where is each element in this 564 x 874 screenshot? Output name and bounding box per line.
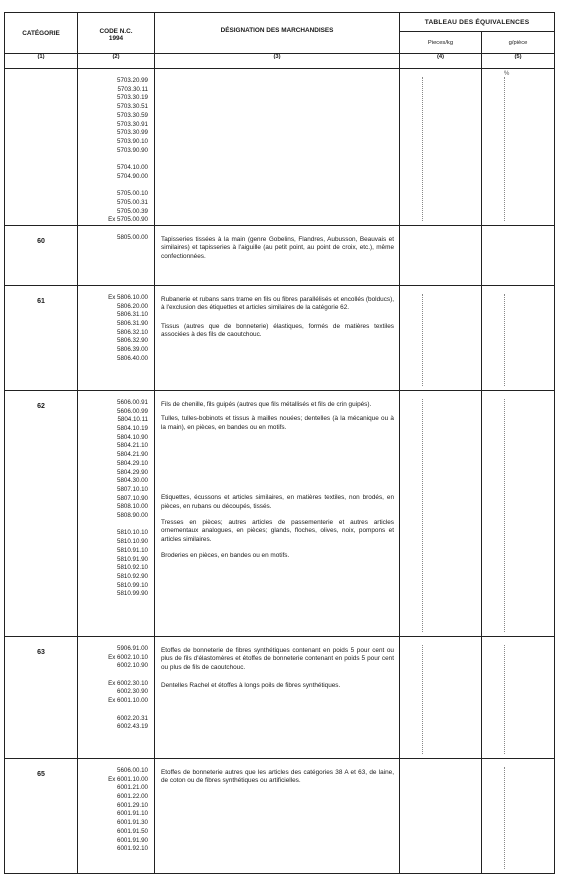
nc-code: 5806.20.00 [117, 302, 148, 310]
designation-paragraph: Etoffes de bonneterie de fibres synthétiques contenant en poids 5 pour cent ou plus de fils d'élastomères et étoffes de bonneterie contenant en poids 5 pour cent ou plus de fils de caoutchouc. [161, 646, 394, 671]
nc-code: 5806.40.00 [117, 354, 148, 362]
nc-code: 6001.91.50 [117, 827, 148, 835]
nc-code: 5804.29.10 [117, 459, 148, 467]
nc-code: 5606.00.99 [117, 407, 148, 415]
nc-code: 6001.91.30 [117, 819, 148, 827]
dotted-rule [504, 77, 505, 221]
nc-code: 5807.10.90 [117, 494, 148, 502]
dotted-rule [504, 645, 505, 754]
dotted-rule [504, 399, 505, 632]
nc-code: Ex 6001.10.00 [108, 697, 148, 705]
row-pieces-kg [400, 285, 482, 390]
header-code-nc-year: 1994 [108, 35, 124, 42]
dotted-rule [504, 294, 505, 386]
nc-code: 5806.32.10 [117, 328, 148, 336]
row-codes [78, 390, 155, 636]
dotted-rule [422, 645, 423, 754]
nc-code: 5806.32.90 [117, 337, 148, 345]
row-g-piece [482, 758, 555, 873]
nc-code: 5810.91.90 [117, 555, 148, 563]
nc-code: 6002.10.90 [117, 662, 148, 670]
row-g-piece [482, 285, 555, 390]
dotted-rule [422, 294, 423, 386]
row-pieces-kg [400, 636, 482, 758]
header-pieces-kg: Pieces/kg [400, 32, 482, 54]
nc-code: 6001.21.00 [117, 784, 148, 792]
designation-paragraph: Tissus (autres que de bonneterie) élastiques, formés de matières textiles associées à des fils de caoutchouc. [161, 322, 394, 339]
nc-code: 5804.21.90 [117, 451, 148, 459]
nc-code: Ex 6002.30.10 [108, 679, 148, 687]
row-categorie: 63 [5, 636, 78, 758]
designation-paragraph: Tresses en pièces; autres articles de passementerie et autres articles ornementaux analogues, en pièces; glands, floches, olives, noix, pompons et articles similaires. [161, 518, 394, 543]
nc-code: 5804.21.10 [117, 442, 148, 450]
header-code-nc-label: CODE N.C. [99, 28, 133, 35]
designation-paragraph: Broderies en pièces, en bandes ou en motifs. [161, 552, 290, 560]
nc-code: Ex 6001.10.00 [108, 775, 148, 783]
row-description [155, 636, 400, 758]
nc-code: 5804.29.90 [117, 468, 148, 476]
nc-code: 5705.00.31 [117, 198, 148, 206]
designation-paragraph: Etiquettes, écussons et articles similaires, en matières textiles, non brodés, en pièces, en rubans ou découpés, tissés. [161, 494, 394, 510]
nc-code: 5703.30.51 [117, 103, 148, 111]
col-number-3: (3) [155, 54, 400, 69]
designation-paragraph: Fils de chenille, fils guipés (autres que fils métallisés et fils de crin guipés). [161, 400, 372, 408]
nc-code: 5704.10.00 [117, 164, 148, 172]
nc-code: 5805.00.00 [117, 233, 148, 241]
margin-mark: % [504, 71, 510, 77]
row-g-piece [482, 636, 555, 758]
table-row [5, 636, 555, 758]
designation-paragraph: Tapisseries tissées à la main (genre Gobelins, Flandres, Aubusson, Beauvais et similaires) et tapisseries à l'aiguille (au petit point, au point de croix, etc.), même confectionnées. [161, 235, 394, 260]
row-codes [78, 758, 155, 873]
nc-code: 6001.91.10 [117, 810, 148, 818]
nc-code: 5703.30.19 [117, 94, 148, 102]
nc-code: Ex 6002.10.10 [108, 653, 148, 661]
nc-code: 5703.30.11 [117, 85, 148, 93]
row-pieces-kg [400, 390, 482, 636]
row-pieces-kg [400, 758, 482, 873]
nc-code: 5810.91.10 [117, 546, 148, 554]
nc-code: 5806.31.90 [117, 320, 148, 328]
header-categorie: CATÉGORIE [5, 13, 78, 54]
nc-code: 5804.10.19 [117, 425, 148, 433]
nc-code: 5810.92.10 [117, 564, 148, 572]
header-code-nc [78, 13, 155, 54]
row-codes [78, 225, 155, 285]
nc-code: 5810.92.90 [117, 572, 148, 580]
row-g-piece [482, 390, 555, 636]
nc-code: 5704.90.00 [117, 172, 148, 180]
nc-code: 6002.30.90 [117, 688, 148, 696]
nc-code: 6001.92.10 [117, 845, 148, 853]
row-categorie: 60 [5, 225, 78, 285]
header-designation: DÉSIGNATION DES MARCHANDISES [155, 13, 400, 54]
nc-code: 5703.90.90 [117, 146, 148, 154]
row-codes [78, 636, 155, 758]
nc-code: 5705.00.10 [117, 190, 148, 198]
nc-code: 6001.91.90 [117, 836, 148, 844]
row-categorie: 62 [5, 390, 78, 636]
dotted-rule [504, 767, 505, 869]
nc-code: 5804.30.00 [117, 477, 148, 485]
designation-paragraph: Etoffes de bonneterie autres que les articles des catégories 38 A et 63, de laine, de coton ou de fibres synthétiques ou artificielles. [161, 768, 394, 785]
table-row [5, 225, 555, 285]
row-description [155, 390, 400, 636]
nc-code: 6002.43.19 [117, 723, 148, 731]
header-equivalences: TABLEAU DES ÉQUIVALENCES [400, 13, 555, 32]
nc-code: 5810.99.90 [117, 590, 148, 598]
designation-paragraph: Dentelles Rachel et étoffes à longs poils de fibres synthétiques. [161, 682, 341, 690]
nc-code: 5703.30.99 [117, 129, 148, 137]
row-description [155, 225, 400, 285]
nc-code: 5705.00.39 [117, 207, 148, 215]
code-spacer [78, 671, 148, 680]
row-g-piece [482, 225, 555, 285]
nc-code: 6001.22.00 [117, 793, 148, 801]
nc-code: 5810.10.10 [117, 529, 148, 537]
nc-code: 5806.31.10 [117, 311, 148, 319]
table-row [5, 285, 555, 390]
nc-code: 5703.90.10 [117, 137, 148, 145]
nc-code: 6002.20.31 [117, 714, 148, 722]
table-row [5, 390, 555, 636]
col-number-5: (5) [482, 54, 555, 69]
code-spacer [78, 706, 148, 715]
row-codes [78, 69, 155, 226]
nc-code: 5703.30.91 [117, 120, 148, 128]
nc-code: 6001.29.10 [117, 801, 148, 809]
code-spacer [78, 181, 148, 190]
nc-code: 5804.10.11 [117, 416, 148, 424]
designation-paragraph: Rubanerie et rubans sans trame en fils ou fibres parallélisés et encollés (bolducs), à l'exclusion des étiquettes et articles similaires de la catégorie 62. [161, 295, 394, 312]
nc-code: 5810.10.90 [117, 538, 148, 546]
row-pieces-kg [400, 69, 482, 226]
nc-code: Ex 5705.00.90 [108, 216, 148, 224]
nc-code: 5807.10.10 [117, 485, 148, 493]
dotted-rule [422, 77, 423, 221]
row-description [155, 758, 400, 873]
code-spacer [78, 155, 148, 164]
designation-paragraph: Tulles, tulles-bobinots et tissus à mailles nouées; dentelles (à la mécanique ou à la main), en pièces, en bandes ou en motifs. [161, 415, 394, 431]
nc-code: 5810.99.10 [117, 581, 148, 589]
row-categorie: 61 [5, 285, 78, 390]
col-number-2: (2) [78, 54, 155, 69]
dotted-rule [422, 399, 423, 632]
row-description [155, 285, 400, 390]
row-categorie: 65 [5, 758, 78, 873]
nc-code: 5606.00.10 [117, 766, 148, 774]
table-row [5, 69, 555, 226]
row-description [155, 69, 400, 226]
nc-code: 5806.39.00 [117, 346, 148, 354]
nc-code: 5703.30.59 [117, 111, 148, 119]
nc-code: 5808.90.00 [117, 512, 148, 520]
col-number-4: (4) [400, 54, 482, 69]
row-categorie [5, 69, 78, 226]
header-g-piece: g/pièce [482, 32, 555, 54]
col-number-1: (1) [5, 54, 78, 69]
code-spacer [78, 521, 148, 530]
table-row [5, 758, 555, 873]
nc-code: 5606.00.91 [117, 398, 148, 406]
row-pieces-kg [400, 225, 482, 285]
nc-code: Ex 5806.10.00 [108, 293, 148, 301]
nc-code: 5906.91.00 [117, 644, 148, 652]
row-codes [78, 285, 155, 390]
row-g-piece [482, 69, 555, 226]
nc-code: 5804.10.90 [117, 433, 148, 441]
equivalence-table [4, 12, 555, 874]
nc-code: 5808.10.00 [117, 503, 148, 511]
nc-code: 5703.20.99 [117, 77, 148, 84]
